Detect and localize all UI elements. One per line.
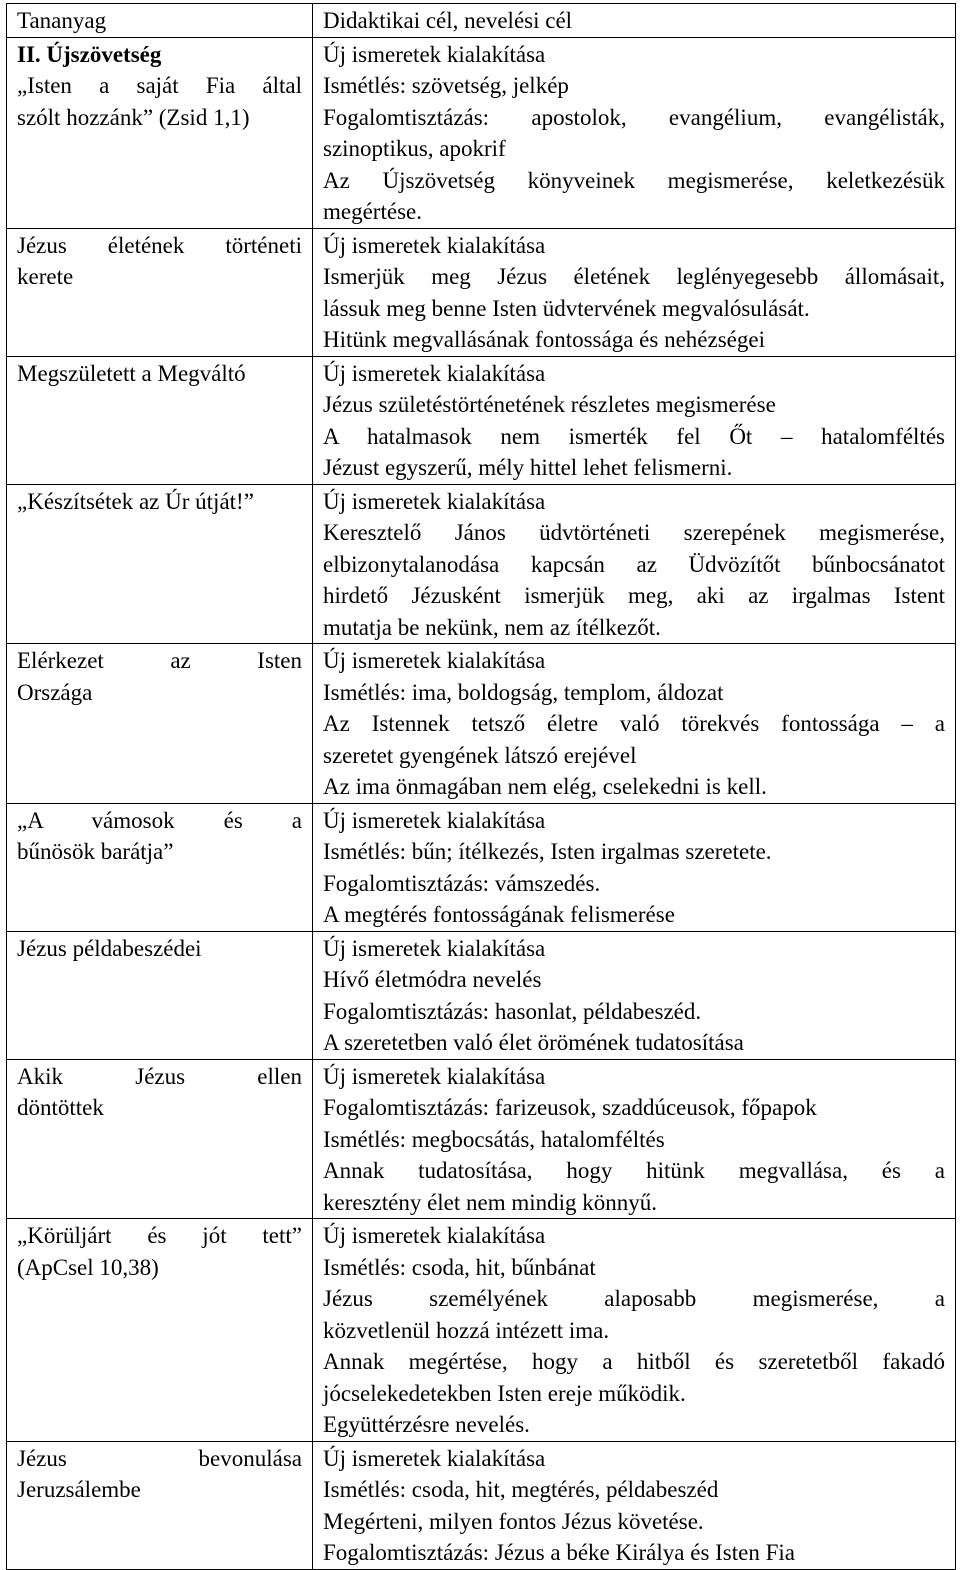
topic-line: Akik Jézus ellen (17, 1063, 302, 1089)
goal-line: Ismétlés: ima, boldogság, templom, áldozat (323, 679, 724, 705)
goal-cell (313, 37, 956, 228)
topic-line: „Körüljárt és jót tett” (17, 1223, 302, 1248)
topic-line: Jeruzsálembe (17, 1477, 141, 1502)
goal-line: közvetlenül hozzá intézett ima. (323, 1317, 610, 1343)
header-topic: Tananyag (17, 8, 107, 33)
goal-line: keresztény élet nem mindig könnyű. (323, 1189, 658, 1215)
goal-cell (313, 803, 956, 931)
goal-line: Annak megértése, hogy a hitből és szeretetből fakadó (323, 1349, 945, 1374)
table-row (7, 1219, 956, 1442)
topic-cell (7, 644, 313, 804)
table-row (7, 1059, 956, 1219)
goal-line: Új ismeretek kialakítása (323, 1063, 546, 1089)
goal-line: Az Újszövetség könyveinek megismerése, keletkezésük (323, 167, 945, 193)
header-topic-cell (7, 4, 313, 38)
goal-line: hirdető Jézusként ismerjük meg, aki az irgalmas Istent (323, 583, 945, 608)
topic-cell (7, 37, 313, 228)
goal-line: Az ima önmagában nem elég, cselekedni is kell. (323, 774, 767, 799)
goal-line: Ismerjük meg Jézus életének leglényegesebb állomásait, (323, 264, 945, 289)
goal-line: Új ismeretek kialakítása (323, 807, 546, 833)
goal-line: Ismétlés: megbocsátás, hatalomféltés (323, 1126, 665, 1152)
goal-line: elbizonytalanodása kapcsán az Üdvözítőt bűnbocsánatot (323, 551, 945, 577)
goal-cell (313, 356, 956, 484)
topic-line: Országa (17, 679, 93, 705)
goal-cell (313, 484, 956, 644)
goal-line: Ismétlés: csoda, hit, bűnbánat (323, 1254, 596, 1280)
goal-line: szinoptikus, apokrif (323, 136, 506, 161)
table-row (7, 803, 956, 931)
goal-line: Új ismeretek kialakítása (323, 360, 546, 386)
goal-line: A szeretetben való élet örömének tudatosítása (323, 1030, 744, 1055)
goal-line: Megérteni, milyen fontos Jézus követése. (323, 1508, 704, 1534)
table-row (7, 37, 956, 228)
goal-line: A hatalmasok nem ismerték fel Őt – hatalomféltés (323, 423, 945, 449)
goal-line: Az Istennek tetsző életre való törekvés fontossága – a (323, 711, 945, 736)
topic-cell (7, 803, 313, 931)
topic-line: „Készítsétek az Úr útját!” (17, 488, 254, 514)
topic-line: Jézus bevonulása (17, 1445, 302, 1471)
table-row (7, 228, 956, 356)
goal-line: Új ismeretek kialakítása (323, 1445, 546, 1471)
goal-cell (313, 228, 956, 356)
goal-line: Jézus személyének alaposabb megismerése, a (323, 1286, 945, 1311)
topic-line: Elérkezet az Isten (17, 648, 302, 673)
topic-line: bűnösök barátja” (17, 839, 174, 864)
goal-line: megértése. (323, 199, 422, 224)
goal-line: Annak tudatosítása, hogy hitünk megvallása, és a (323, 1158, 945, 1183)
topic-cell (7, 228, 313, 356)
topic-line: szólt hozzánk” (Zsid 1,1) (17, 104, 250, 130)
topic-line: kerete (17, 264, 74, 289)
table-row (7, 484, 956, 644)
table-row (7, 1441, 956, 1569)
goal-line: A megtérés fontosságának felismerése (323, 902, 675, 927)
goal-line: Jézus születéstörténetének részletes megismerése (323, 392, 776, 417)
table-row (7, 356, 956, 484)
topic-cell (7, 1219, 313, 1442)
goal-line: Keresztelő János üdvtörténeti szerepének megismerése, (323, 520, 945, 545)
goal-line: Fogalomtisztázás: Jézus a béke Királya és Isten Fia (323, 1540, 795, 1565)
goal-line: Fogalomtisztázás: hasonlat, példabeszéd. (323, 998, 702, 1024)
topic-line: „Isten a saját Fia által (17, 73, 302, 98)
topic-line: döntöttek (17, 1095, 104, 1120)
goal-cell (313, 931, 956, 1059)
header-row (7, 4, 956, 38)
goal-line: Fogalomtisztázás: vámszedés. (323, 870, 601, 896)
goal-line: Fogalomtisztázás: farizeusok, szaddúceusok, főpapok (323, 1095, 817, 1120)
goal-line: Új ismeretek kialakítása (323, 232, 546, 258)
topic-line: Jézus példabeszédei (17, 935, 202, 961)
goal-line: Új ismeretek kialakítása (323, 935, 546, 961)
goal-line: Jézust egyszerű, mély hittel lehet felismerni. (323, 455, 733, 480)
goal-line: Hitünk megvallásának fontossága és nehézségei (323, 327, 765, 352)
goal-cell (313, 1059, 956, 1219)
goal-line: Új ismeretek kialakítása (323, 488, 546, 514)
curriculum-table (6, 3, 956, 1570)
goal-line: Ismétlés: szövetség, jelkép (323, 73, 569, 98)
goal-line: Ismétlés: bűn; ítélkezés, Isten irgalmas szeretete. (323, 839, 772, 864)
goal-line: lássuk meg benne Isten üdvtervének megvalósulását. (323, 295, 810, 321)
goal-line: jócselekedetekben Isten ereje működik. (323, 1380, 686, 1406)
goal-line: Új ismeretek kialakítása (323, 648, 546, 673)
goal-line: Hívő életmódra nevelés (323, 967, 542, 992)
goal-line: Együttérzésre nevelés. (323, 1412, 530, 1437)
table-row (7, 644, 956, 804)
section-title: II. Újszövetség (17, 41, 162, 67)
header-goal-cell (313, 4, 956, 38)
goal-line: szeretet gyengének látszó erejével (323, 742, 637, 768)
topic-line: Jézus életének történeti (17, 232, 302, 258)
table-row (7, 931, 956, 1059)
goal-cell (313, 1219, 956, 1442)
topic-cell (7, 1441, 313, 1569)
topic-cell (7, 931, 313, 1059)
goal-cell (313, 644, 956, 804)
goal-line: Fogalomtisztázás: apostolok, evangélium, evangélisták, (323, 104, 945, 130)
topic-line: „A vámosok és a (17, 807, 302, 833)
header-goal: Didaktikai cél, nevelési cél (323, 8, 573, 33)
goal-line: Új ismeretek kialakítása (323, 1223, 546, 1248)
topic-cell (7, 484, 313, 644)
goal-line: Ismétlés: csoda, hit, megtérés, példabeszéd (323, 1477, 719, 1502)
goal-line: mutatja be nekünk, nem az ítélkezőt. (323, 614, 661, 640)
topic-line: Megszületett a Megváltó (17, 360, 246, 386)
topic-cell (7, 1059, 313, 1219)
topic-cell (7, 356, 313, 484)
topic-line: (ApCsel 10,38) (17, 1254, 159, 1280)
goal-cell (313, 1441, 956, 1569)
goal-line: Új ismeretek kialakítása (323, 41, 546, 67)
